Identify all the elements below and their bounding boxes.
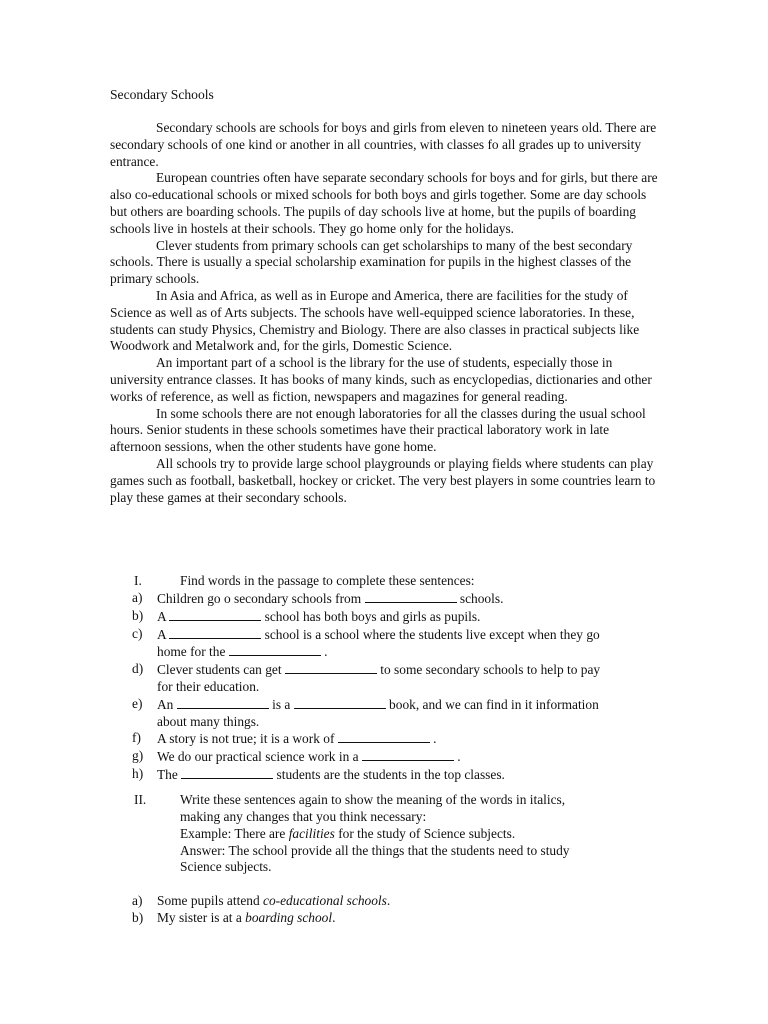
- item-marker: d): [132, 661, 144, 677]
- item-text: students are the students in the top classes.: [276, 766, 505, 782]
- answer-blank[interactable]: [362, 748, 454, 761]
- answer-blank[interactable]: [285, 661, 377, 674]
- item-text: schools.: [459, 591, 504, 606]
- exercise-section-2: [110, 792, 670, 927]
- example-italic: facilities: [288, 825, 335, 841]
- item-text: home for the: [157, 644, 226, 660]
- answer-blank[interactable]: [229, 643, 321, 656]
- passage-paragraph: Secondary schools are schools for boys and girls from eleven to nineteen years old. There are secondary schools of one kind or another in all countries, with classes fo all grades up to university entrance.: [110, 120, 657, 169]
- example-line: [180, 826, 670, 843]
- passage-paragraph: European countries often have separate secondary schools for boys and for girls, but there are also co-educational schools or mixed schools for both boys and girls together. Some are day schools but others are boarding schools. The pupils of day schools live at home, but the pupils of boarding schools live in hostels at their schools. They go home only for the holidays.: [110, 170, 658, 236]
- answer-blank[interactable]: [338, 730, 430, 743]
- answer-line: Answer: The school provide all the things that the students need to study: [180, 842, 570, 858]
- item-text: for their education.: [157, 678, 260, 694]
- exercise-item-d: [110, 661, 670, 696]
- item-marker: c): [132, 625, 143, 641]
- answer-blank[interactable]: [181, 766, 273, 779]
- answer-blank[interactable]: [294, 696, 386, 709]
- exercise-item-c: [110, 626, 670, 662]
- item-marker: b): [132, 607, 144, 623]
- item-text: .: [433, 731, 437, 747]
- item-marker: h): [132, 765, 144, 781]
- item-text: My sister is at a: [157, 909, 242, 925]
- item-text: .: [324, 644, 328, 660]
- item-text: .: [332, 909, 336, 925]
- section-numeral: I.: [134, 573, 142, 588]
- answer-blank[interactable]: [365, 590, 457, 603]
- section-heading: [110, 573, 670, 590]
- item-text: .: [457, 749, 461, 765]
- exercise-item-a: [110, 590, 670, 608]
- item-marker: a): [132, 590, 143, 605]
- rewrite-item-b: [110, 910, 670, 927]
- item-text: A: [157, 608, 166, 624]
- item-text: school has both boys and girls as pupils.: [264, 608, 481, 624]
- reading-passage: [110, 120, 658, 506]
- item-italic: co-educational schools: [263, 893, 387, 909]
- exercise-section-1: [110, 573, 670, 784]
- item-text: A: [157, 626, 166, 642]
- exercise-item-g: [110, 748, 670, 766]
- passage-paragraph: In Asia and Africa, as well as in Europe and America, there are facilities for the study of Science as well as of Arts subjects. The schools have well-equipped science laboratories. In these, students can study Physics, Chemistry and Biology. There are also classes in practical subjects like Woodwork and Metalwork and, for the girls, Domestic Science.: [110, 287, 640, 354]
- passage-paragraph: Clever students from primary schools can get scholarships to many of the best secondary schools. There is usually a special scholarship examination for pupils in the highest classes of the primary schools.: [110, 237, 633, 287]
- item-text: An: [157, 696, 174, 712]
- answer-blank[interactable]: [169, 608, 261, 621]
- section-instruction: Write these sentences again to show the meaning of the words in italics,: [180, 792, 566, 807]
- item-text: A story is not true; it is a work of: [157, 731, 335, 747]
- item-text: school is a school where the students live except when they go: [264, 626, 600, 642]
- answer-blank[interactable]: [177, 696, 269, 709]
- exercise-item-e: [110, 696, 670, 731]
- item-marker: b): [132, 909, 144, 925]
- item-text: Children go o secondary schools from: [157, 591, 362, 606]
- passage-paragraph: All schools try to provide large school playgrounds or playing fields where students can play games such as football, basketball, hockey or cricket. The very best players in some countries learn to play these games at their secondary schools.: [110, 455, 656, 505]
- section-heading: [110, 792, 670, 809]
- item-text: book, and we can find in it information: [389, 696, 599, 712]
- item-marker: a): [132, 893, 143, 909]
- passage-paragraph: An important part of a school is the library for the use of students, especially those in university entrance classes. It has books of many kinds, such as encyclopedias, dictionaries and other works of reference, as well as fiction, newspapers and magazines for general reading.: [110, 355, 652, 404]
- section-instruction-block: [110, 809, 670, 876]
- section-instruction: Find words in the passage to complete these sentences:: [180, 573, 475, 588]
- item-text: Clever students can get: [157, 662, 282, 678]
- item-marker: f): [132, 730, 141, 746]
- exercise-item-f: [110, 730, 670, 748]
- document-title: Secondary Schools: [110, 87, 214, 102]
- exercise-item-h: [110, 766, 670, 784]
- item-text: to some secondary schools to help to pay: [380, 662, 601, 678]
- example-text: for the study of Science subjects.: [338, 825, 516, 841]
- passage-paragraph: In some schools there are not enough laboratories for all the classes during the usual school hours. Senior students in these schools sometimes have their practical laboratory work in late afternoon sessions, when the other students have gone home.: [110, 405, 646, 455]
- section-numeral: II.: [134, 792, 147, 807]
- exercise-item-b: [110, 608, 670, 626]
- item-text: Some pupils attend: [157, 893, 260, 909]
- item-italic: boarding school: [245, 909, 333, 925]
- item-marker: e): [132, 695, 143, 711]
- answer-line: Science subjects.: [180, 859, 272, 875]
- item-text: We do our practical science work in a: [157, 749, 359, 765]
- rewrite-item-a: [110, 893, 670, 910]
- item-text: is a: [272, 696, 291, 712]
- section-instruction-line: making any changes that you think necessary:: [180, 809, 427, 824]
- item-text: about many things.: [157, 713, 260, 729]
- item-text: .: [386, 893, 391, 909]
- item-text: The: [157, 766, 178, 782]
- example-text: Example: There are: [180, 825, 286, 841]
- item-marker: g): [132, 748, 144, 764]
- answer-blank[interactable]: [169, 626, 261, 639]
